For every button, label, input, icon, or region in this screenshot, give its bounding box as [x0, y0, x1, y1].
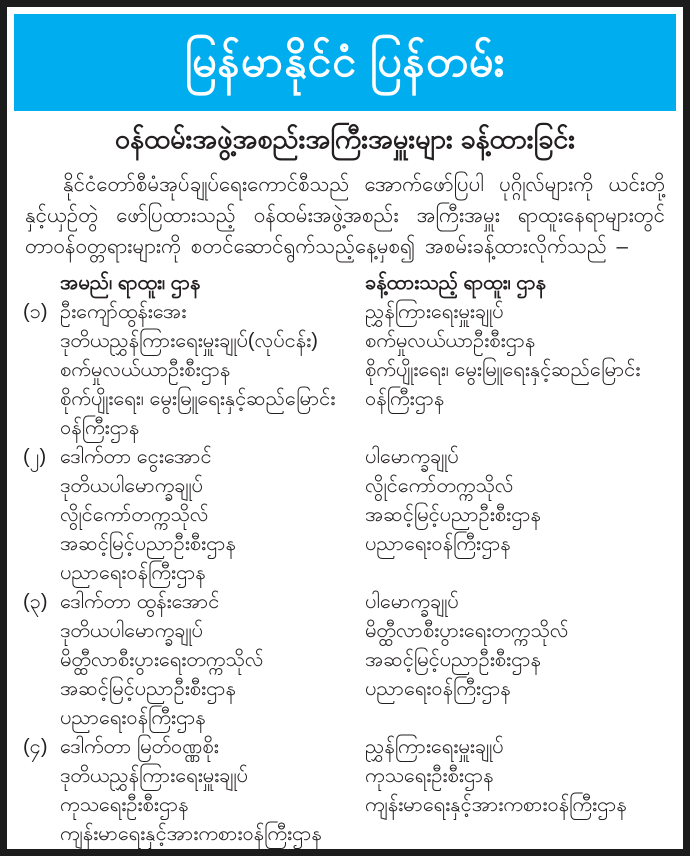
entry-number: (၃)	[23, 591, 48, 614]
entry-number: (၂)	[23, 446, 47, 469]
entry-line: ပညာရေးဝန်ကြီးဌာန	[60, 562, 206, 585]
entry-line: စက်မှုလယ်ယာဦးစီးဌာန	[60, 359, 231, 382]
entry-line: ဝန်ကြီးဌာန	[60, 417, 140, 440]
column-header-appointed-position-dept: ခန့်ထားသည့် ရာထူး၊ ဌာန	[365, 272, 546, 295]
entry-number: (၁)	[23, 301, 48, 324]
entry-line: ပညာရေးဝန်ကြီးဌာန	[60, 707, 206, 730]
entry-right-column	[365, 733, 667, 820]
entry-line: ဦးကျော်ထွန်းအေး	[60, 301, 187, 324]
entries	[23, 298, 667, 849]
entry-line: အဆင့်မြင့်ပညာဦးစီးဌာန	[60, 678, 236, 701]
entry-line: ဒေါက်တာ ငွေးအောင်	[60, 446, 212, 469]
entry-line: စိုက်ပျိုးရေး၊ မွေးမြူရေးနှင့်ဆည်မြောင်း	[365, 359, 641, 382]
title-banner	[14, 14, 676, 111]
entry-line: ကျန်းမာရေးနှင့်အားကစားဝန်ကြီးဌာန	[365, 794, 627, 817]
table-row	[23, 588, 667, 733]
entry-line: ဒုတိယညွှန်ကြားရေးမှူးချုပ်	[60, 765, 248, 788]
entry-left-column	[60, 298, 365, 443]
entry-line: လွိုင်ကော်တက္ကသိုလ်	[365, 475, 514, 498]
table-row	[23, 298, 667, 443]
entry-line: ပါမောက္ခချုပ်	[365, 446, 459, 469]
entry-line: အဆင့်မြင့်ပညာဦးစီးဌာန	[365, 504, 541, 527]
entry-right-column	[365, 443, 667, 559]
entry-line: လွိုင်ကော်တက္ကသိုလ်	[60, 504, 209, 527]
entry-line: ဒုတိယပါမောက္ခချုပ်	[60, 620, 203, 643]
entry-line: ကုသရေးဦးစီးဌာန	[365, 765, 494, 788]
entry-line: ညွှန်ကြားရေးမှူးချုပ်	[365, 736, 504, 759]
entry-line: ညွှန်ကြားရေးမှူးချုပ်	[365, 301, 504, 324]
entry-line: ကုသရေးဦးစီးဌာန	[60, 794, 189, 817]
entry-right-column	[365, 588, 667, 704]
entry-line: ဒုတိယညွှန်ကြားရေးမှူးချုပ်(လုပ်ငန်း)	[60, 330, 318, 353]
table-row	[23, 443, 667, 588]
entry-line: ပညာရေးဝန်ကြီးဌာန	[365, 533, 511, 556]
entry-line: အဆင့်မြင့်ပညာဦးစီးဌာန	[60, 533, 236, 556]
entry-line: မိတ္ထီလာစီးပွားရေးတက္ကသိုလ်	[365, 620, 569, 643]
entry-line: ပညာရေးဝန်ကြီးဌာန	[365, 678, 511, 701]
entry-line: ပါမောက္ခချုပ်	[365, 591, 459, 614]
entry-line: ကျန်းမာရေးနှင့်အားကစားဝန်ကြီးဌာန	[60, 823, 322, 846]
entry-line: ဝန်ကြီးဌာန	[365, 388, 445, 411]
page-title: မြန်မာနိုင်ငံ ပြန်တမ်း	[184, 37, 506, 86]
entry-line: ဒေါက်တာ ထွန်းအောင်	[60, 591, 220, 614]
entry-left-column	[60, 733, 365, 849]
entry-line: မိတ္ထီလာစီးပွားရေးတက္ကသိုလ်	[60, 649, 264, 672]
entry-line: စိုက်ပျိုးရေး၊ မွေးမြူရေးနှင့်ဆည်မြောင်း	[60, 388, 336, 411]
section-subtitle: ဝန်ထမ်းအဖွဲ့အစည်းအကြီးအမှူးများ ခန့်ထားခြင်း	[114, 124, 576, 154]
entry-left-column	[60, 443, 365, 588]
entry-line: စက်မှုလယ်ယာဦးစီးဌာန	[365, 330, 536, 353]
entry-left-column	[60, 588, 365, 733]
entry-line: အဆင့်မြင့်ပညာဦးစီးဌာန	[365, 649, 541, 672]
entry-line: ဒုတိယပါမောက္ခချုပ်	[60, 475, 203, 498]
entry-right-column	[365, 298, 667, 414]
column-headers	[23, 269, 667, 298]
appointments-table	[23, 269, 667, 849]
entry-line: ဒေါက်တာ မြတ်ဝဏ္ဏစိုး	[60, 736, 219, 759]
column-header-name-position-dept: အမည်၊ ရာထူး၊ ဌာန	[60, 272, 201, 295]
intro-paragraph: နိုင်ငံတော်စီမံအုပ်ချုပ်ရေးကောင်စီသည် အောက်ဖော်ပြပါ ပုဂ္ဂိုလ်များကို ယင်းတို့နှင့်ယှဉ်တွဲ ဖော်ပြထားသည့် ဝန်ထမ်းအဖွဲ့အစည်း အကြီးအမှူး ရာထူးနေရာများတွင် တာဝန်ဝတ္တရားများကို စတင်ဆောင်ရွက်သည့်နေ့မှစ၍ အစမ်းခန့်ထားလိုက်သည် –	[25, 173, 665, 259]
table-row	[23, 733, 667, 849]
entry-number: (၄)	[23, 736, 48, 759]
